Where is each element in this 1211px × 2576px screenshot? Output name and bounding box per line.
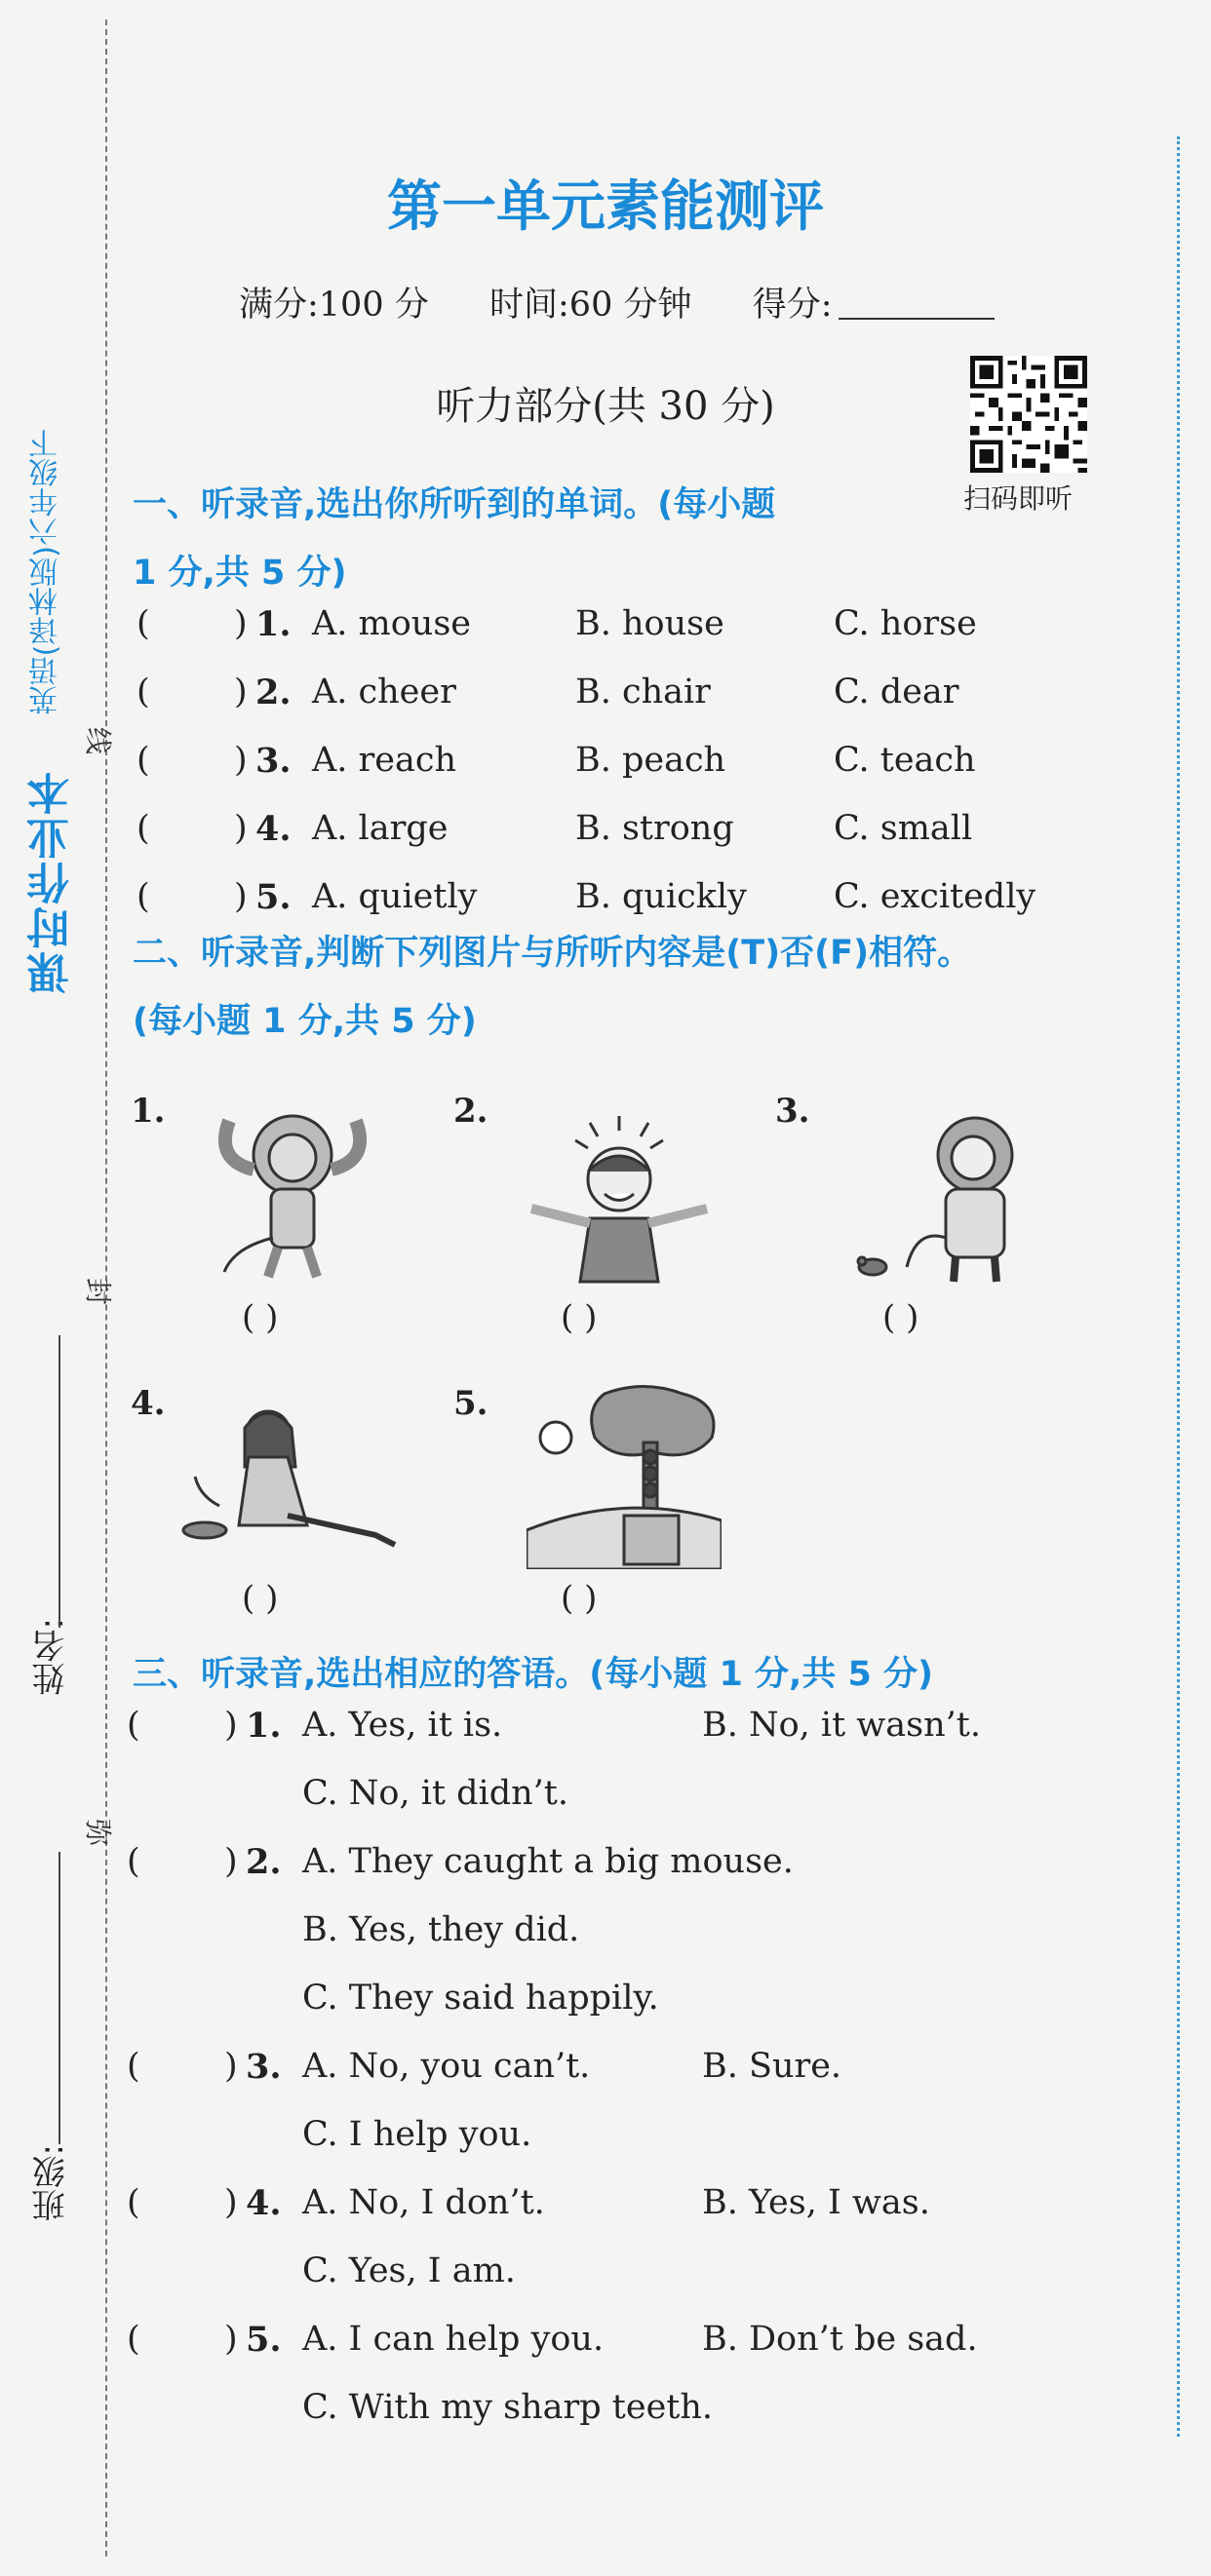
qr-caption: 扫码即听 bbox=[963, 482, 1074, 515]
question-number: 5. bbox=[246, 2320, 282, 2360]
picture-4-answer[interactable]: ( ) bbox=[242, 1579, 279, 1618]
section3-title: 三、听录音,选出相应的答语。(每小题 1 分,共 5 分) bbox=[133, 1655, 934, 1694]
page-title: 第一单元素能测评 bbox=[387, 174, 824, 239]
answer-paren-open[interactable]: ( bbox=[137, 809, 150, 848]
question-number: 5. bbox=[255, 877, 292, 917]
picture-1-answer[interactable]: ( ) bbox=[242, 1298, 279, 1337]
option-a[interactable]: A. They caught a big mouse. bbox=[302, 1842, 794, 1881]
option-b[interactable]: B. Yes, I was. bbox=[702, 2183, 930, 2222]
answer-paren-close[interactable]: ) bbox=[224, 1842, 238, 1881]
picture-2-answer[interactable]: ( ) bbox=[561, 1298, 598, 1337]
option-a[interactable]: A. reach bbox=[312, 741, 456, 780]
answer-paren-close[interactable]: ) bbox=[234, 673, 248, 711]
question-number: 1. bbox=[246, 1706, 282, 1746]
book-brand: 课时作业本 bbox=[27, 770, 77, 994]
answer-paren-open[interactable]: ( bbox=[137, 604, 150, 643]
option-c[interactable]: C. dear bbox=[834, 673, 959, 711]
option-a[interactable]: A. Yes, it is. bbox=[302, 1706, 503, 1745]
name-label: 姓名: bbox=[32, 1618, 71, 1696]
class-label: 班级: bbox=[32, 2144, 71, 2222]
answer-paren-close[interactable]: ) bbox=[224, 2047, 238, 2086]
option-c[interactable]: C. With my sharp teeth. bbox=[302, 2388, 714, 2427]
answer-paren-open[interactable]: ( bbox=[127, 1706, 140, 1745]
option-c[interactable]: C. teach bbox=[834, 741, 976, 780]
name-blank bbox=[59, 1335, 60, 1628]
option-c[interactable]: C. horse bbox=[834, 604, 977, 643]
picture-1-strong-lion bbox=[195, 1101, 390, 1287]
question-number: 1. bbox=[255, 604, 292, 644]
answer-paren-close[interactable]: ) bbox=[234, 877, 248, 916]
score-blank[interactable] bbox=[839, 318, 995, 320]
picture-3-lion-and-mouse bbox=[848, 1111, 1034, 1287]
option-b[interactable]: B. chair bbox=[575, 673, 711, 711]
score-meta bbox=[239, 278, 995, 327]
answer-paren-open[interactable]: ( bbox=[127, 1842, 140, 1881]
option-c[interactable]: C. Yes, I am. bbox=[302, 2251, 516, 2290]
picture-4-sad-girl bbox=[180, 1389, 405, 1555]
answer-paren-open[interactable]: ( bbox=[137, 877, 150, 916]
answer-paren-close[interactable]: ) bbox=[234, 809, 248, 848]
option-a[interactable]: A. large bbox=[312, 809, 449, 848]
section2-title-cont: (每小题 1 分,共 5 分) bbox=[133, 1002, 477, 1041]
answer-paren-close[interactable]: ) bbox=[234, 741, 248, 780]
picture-4-number: 4. bbox=[131, 1384, 166, 1423]
option-c[interactable]: C. excitedly bbox=[834, 877, 1036, 916]
book-info: 英语(译林版)六年级下 bbox=[29, 429, 63, 715]
listening-part-title: 听力部分(共 30 分) bbox=[436, 384, 775, 429]
picture-1-number: 1. bbox=[131, 1092, 166, 1131]
picture-2-happy-girl bbox=[512, 1111, 726, 1287]
score-label: 得分: bbox=[752, 286, 833, 325]
question-number: 4. bbox=[255, 809, 292, 849]
answer-paren-open[interactable]: ( bbox=[127, 2320, 140, 2359]
option-c[interactable]: C. I help you. bbox=[302, 2115, 532, 2154]
picture-5-answer[interactable]: ( ) bbox=[561, 1579, 598, 1618]
option-c[interactable]: C. small bbox=[834, 809, 973, 848]
section1-title-cont: 1 分,共 5 分) bbox=[133, 554, 347, 593]
option-c[interactable]: C. They said happily. bbox=[302, 1979, 659, 2018]
answer-paren-open[interactable]: ( bbox=[127, 2183, 140, 2222]
question-number: 2. bbox=[246, 1842, 282, 1882]
time-limit: 时间:60 分钟 bbox=[489, 286, 692, 325]
option-b[interactable]: B. Yes, they did. bbox=[302, 1910, 580, 1949]
option-b[interactable]: B. quickly bbox=[575, 877, 747, 916]
picture-5-tree-and-pot bbox=[527, 1384, 722, 1569]
seal-char: 封 bbox=[82, 1277, 115, 1306]
option-a[interactable]: A. No, you can’t. bbox=[302, 2047, 591, 2086]
right-dotted-border bbox=[1177, 136, 1180, 2437]
option-b[interactable]: B. strong bbox=[575, 809, 734, 848]
full-score: 满分:100 分 bbox=[239, 286, 429, 325]
picture-3-answer[interactable]: ( ) bbox=[882, 1298, 919, 1337]
option-a[interactable]: A. No, I don’t. bbox=[302, 2183, 545, 2222]
picture-3-number: 3. bbox=[775, 1092, 810, 1131]
mi-char: 弥 bbox=[82, 1818, 115, 1847]
class-blank bbox=[59, 1852, 60, 2144]
answer-paren-close[interactable]: ) bbox=[224, 2183, 238, 2222]
answer-paren-close[interactable]: ) bbox=[234, 604, 248, 643]
option-c[interactable]: C. No, it didn’t. bbox=[302, 1774, 568, 1813]
question-number: 3. bbox=[246, 2047, 282, 2087]
section1-title: 一、听录音,选出你所听到的单词。(每小题 bbox=[133, 485, 776, 524]
line-char: 线 bbox=[82, 726, 115, 755]
picture-2-number: 2. bbox=[453, 1092, 488, 1131]
option-b[interactable]: B. peach bbox=[575, 741, 726, 780]
option-b[interactable]: B. Sure. bbox=[702, 2047, 842, 2086]
question-number: 2. bbox=[255, 673, 292, 712]
option-b[interactable]: B. house bbox=[575, 604, 724, 643]
answer-paren-open[interactable]: ( bbox=[137, 673, 150, 711]
section2-title: 二、听录音,判断下列图片与所听内容是(T)否(F)相符。 bbox=[133, 934, 972, 973]
qr-code[interactable] bbox=[970, 356, 1087, 473]
option-b[interactable]: B. Don’t be sad. bbox=[702, 2320, 978, 2359]
option-a[interactable]: A. mouse bbox=[312, 604, 472, 643]
answer-paren-close[interactable]: ) bbox=[224, 1706, 238, 1745]
option-a[interactable]: A. cheer bbox=[312, 673, 456, 711]
question-number: 4. bbox=[246, 2183, 282, 2223]
answer-paren-open[interactable]: ( bbox=[137, 741, 150, 780]
answer-paren-open[interactable]: ( bbox=[127, 2047, 140, 2086]
answer-paren-close[interactable]: ) bbox=[224, 2320, 238, 2359]
option-a[interactable]: A. I can help you. bbox=[302, 2320, 605, 2359]
option-a[interactable]: A. quietly bbox=[312, 877, 478, 916]
option-b[interactable]: B. No, it wasn’t. bbox=[702, 1706, 981, 1745]
picture-5-number: 5. bbox=[453, 1384, 488, 1423]
question-number: 3. bbox=[255, 741, 292, 781]
